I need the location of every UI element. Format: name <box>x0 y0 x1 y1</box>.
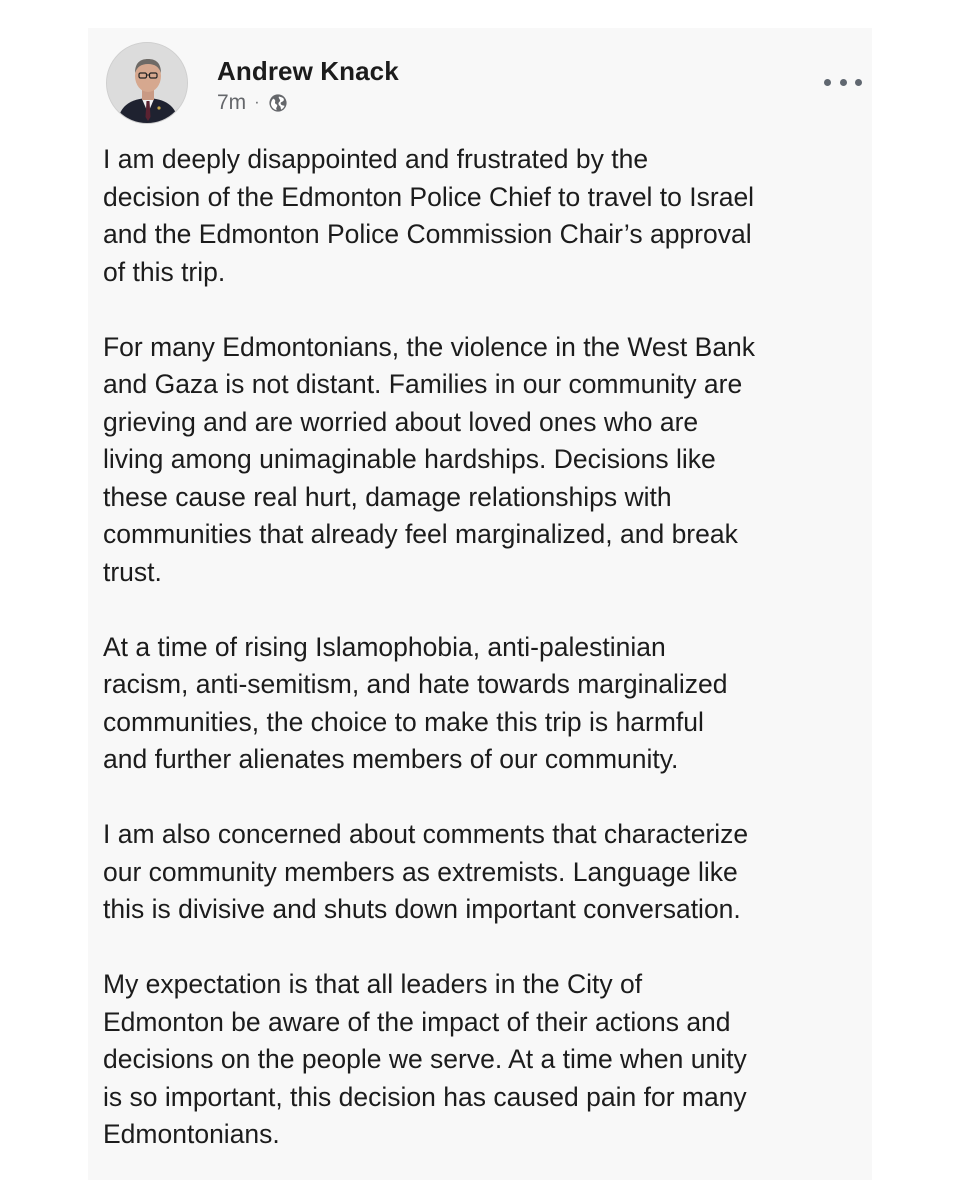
avatar-portrait <box>107 43 188 124</box>
post-paragraph: At a time of rising Islamophobia, anti-palestinian racism, anti-semitism, and hate towards marginalized communities, the choice to make this trip is harmful and further alienates members of our community. <box>103 631 728 774</box>
post-meta <box>217 90 288 116</box>
post-text <box>103 141 843 1191</box>
meta-separator: · <box>254 94 260 111</box>
post-paragraph: My expectation is that all leaders in the City of Edmonton be aware of the impact of their actions and decisions on the people we serve. At a time when unity is so important, this decision has caused pain for many Edmontonians. <box>103 969 747 1149</box>
post-paragraph: I am also concerned about comments that characterize our community members as extremists. Language like this is divisive and shuts down important conversation. <box>103 819 749 924</box>
post-paragraph: For many Edmontonians, the violence in the West Bank and Gaza is not distant. Families in our community are grieving and are worried about loved ones who are living among unimaginable hardships. Decisions like these cause real hurt, damage relationships with communities that already feel marginalized, and break trust. <box>103 331 756 587</box>
post-header <box>106 42 872 126</box>
dot <box>824 79 831 86</box>
author-name[interactable]: Andrew Knack <box>217 56 399 86</box>
author-avatar[interactable] <box>106 42 188 124</box>
post-card <box>88 28 872 1180</box>
globe-icon <box>268 93 288 113</box>
post-timestamp[interactable]: 7m <box>217 91 247 114</box>
post-paragraph: I am deeply disappointed and frustrated by the decision of the Edmonton Police Chief to travel to Israel and the Edmonton Police Commission Chair’s approval of this trip. <box>103 144 755 287</box>
dot <box>855 79 862 86</box>
more-options-icon[interactable] <box>824 76 862 88</box>
dot <box>840 79 847 86</box>
